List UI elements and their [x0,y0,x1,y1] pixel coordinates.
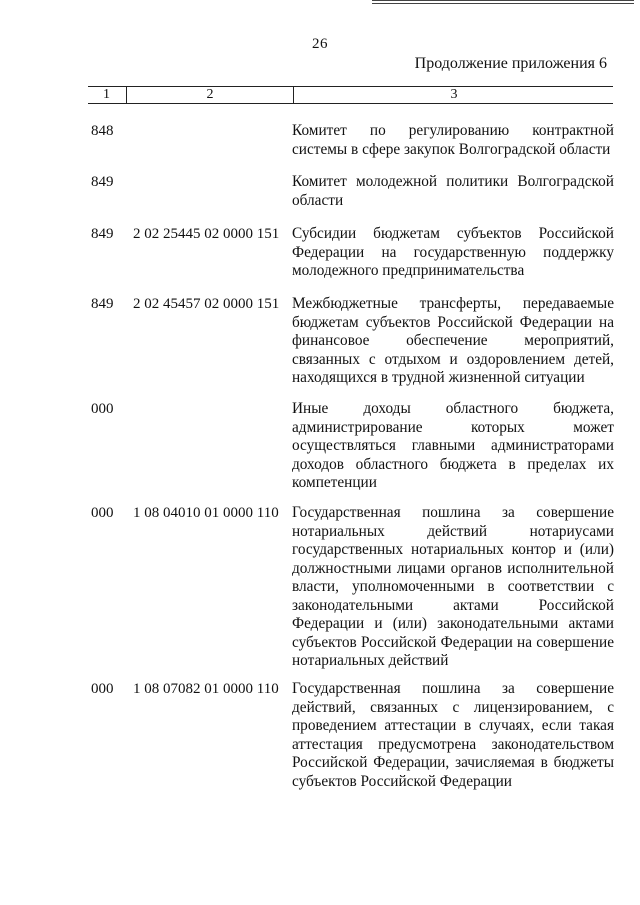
income-code: 1 08 04010 01 0000 110 [133,505,279,521]
column-number-3: 3 [293,87,614,103]
income-description: Комитет по регулированию контрактной системы в сфере закупок Волгоградской области [292,122,614,158]
income-description: Государственная пошлина за совершение действий, связанных с лицензированием, с проведением аттестации в случаях, если такая аттестация предусмотрена законодательством Российской Федерации, зачисляемая в бюджеты субъектов Российской Федерации [292,680,614,790]
admin-code: 849 [91,226,114,242]
income-code: 1 08 07082 01 0000 110 [133,681,279,697]
admin-code: 849 [91,296,114,312]
income-description: Межбюджетные трансферты, передаваемые бюджетам субъектов Российской Федерации на финансовое обеспечение мероприятий, связанных с отдыхом и оздоровлением детей, находящихся в трудной жизненной ситуации [292,295,614,386]
admin-code: 848 [91,123,114,139]
admin-code: 000 [91,681,114,697]
table-column-header [88,86,613,104]
income-description: Иные доходы областного бюджета, администрирование которых может осуществляться главными администраторами доходов областного бюджета в пределах их компетенции [292,400,614,491]
column-number-1: 1 [103,87,110,102]
admin-code: 000 [91,401,114,417]
income-description: Комитет молодежной политики Волгоградской области [292,173,614,209]
income-description: Субсидии бюджетам субъектов Российской Федерации на государственную поддержку молодежного предпринимательства [292,225,614,279]
income-description: Государственная пошлина за совершение нотариальных действий нотариусами государственных нотариальных контор и (или) должностными лицами органов исполнительной власти, уполномоченными в соответствии с законодательными актами Российской Федерации и (или) законодательными актами субъектов Российской Федерации на совершение нотариальных действий [292,504,614,669]
income-code: 2 02 45457 02 0000 151 [133,296,280,312]
admin-code: 000 [91,505,114,521]
admin-code: 849 [91,174,114,190]
page-number: 26 [312,36,328,52]
column-number-2: 2 [126,87,293,103]
top-border-line [372,0,634,4]
appendix-continuation-note: Продолжение приложения 6 [414,55,607,72]
income-code: 2 02 25445 02 0000 151 [133,226,280,242]
